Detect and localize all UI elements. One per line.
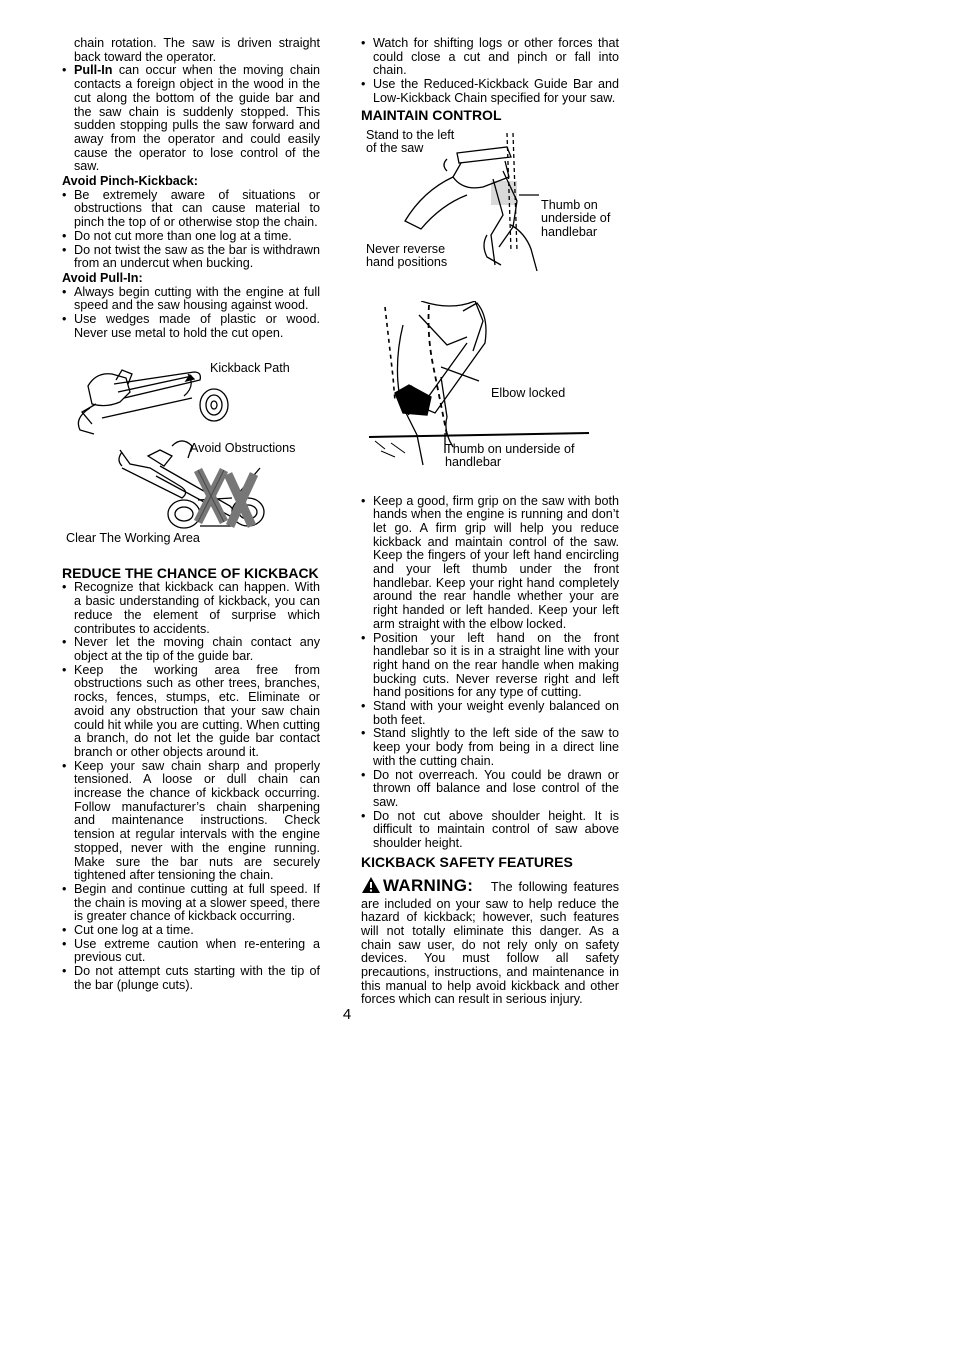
maintain-control-heading: MAINTAIN CONTROL [361, 106, 502, 123]
kickback-path-label: Kickback Path [210, 361, 290, 376]
list-item: • Do not attempt cuts starting with the tip of the bar (plunge cuts). [62, 965, 320, 992]
list-item: • Always begin cutting with the engine at full speed and the saw housing against wood. [62, 286, 320, 313]
pullin-term: Pull-In [74, 63, 113, 78]
warning-label: WARNING: [383, 875, 474, 895]
list-item: • Do not overreach. You could be drawn or thrown off balance and lose control of the saw. [361, 769, 619, 810]
list-item: • Keep a good, firm grip on the saw with both hands when the engine is running and don’t let go. A firm grip will help you reduce kickback and maintain control of the saw. Keep the fingers of your left hand encircling and your left thumb under the front handlebar. Keep your right hand completely around the rear handle whether your are right handed or left handed. Keep your left arm straight with the elbow locked. [361, 495, 619, 632]
thumb-underside-label-2: Thumb on underside of handlebar [445, 441, 575, 470]
top-list [361, 37, 619, 106]
list-item: • Recognize that kickback can happen. With a basic understanding of kickback, you can reduce the element of surprise which contributes to accidents. [62, 581, 320, 636]
page-number: 4 [342, 1006, 352, 1023]
grip-figure [361, 123, 619, 291]
list-item: • Do not cut more than one log at a time. [62, 230, 320, 244]
list-item: • Keep your saw chain sharp and properly tensioned. A loose or dull chain can increase the chance of kickback occurring. Follow manufacturer’s chain sharpening and maintenance instructions. Check tension at regular intervals with the engine stopped, never with the engine running. Make sure the bar nuts are securely tightened after tensioning the chain. [62, 760, 320, 883]
list-item: • Use extreme caution when re-entering a previous cut. [62, 938, 320, 965]
list-item: • Do not cut above shoulder height. It is difficult to maintain control of saw above shoulder height. [361, 810, 619, 851]
list-item: • Stand slightly to the left side of the saw to keep your body from being in a direct line with the cutting chain. [361, 727, 619, 768]
avoid-obstructions-label: Avoid Obstructions [190, 441, 296, 456]
thumb-underside-label: Thumb on underside of handlebar [541, 197, 611, 239]
avoid-pinch-heading: Avoid Pinch-Kickback: [62, 174, 198, 189]
avoid-pullin-list [62, 286, 320, 341]
reduce-kickback-heading: REDUCE THE CHANCE OF KICKBACK [62, 565, 319, 582]
list-item: • Watch for shifting logs or other forces that could close a cut and pinch or fall into chain. [361, 37, 619, 78]
list-item: • Cut one log at a time. [62, 924, 320, 938]
avoid-pullin-heading: Avoid Pull-In: [62, 270, 143, 285]
list-item: • Use wedges made of plastic or wood. Never use metal to hold the cut open. [62, 313, 320, 340]
left-column [62, 37, 320, 993]
maintain-list [361, 495, 619, 851]
kickback-figure [62, 348, 320, 566]
list-item: • Be extremely aware of situations or obstructions that can cause material to pinch the top of or otherwise stop the chain. [62, 189, 320, 230]
list-item: • Begin and continue cutting at full speed. If the chain is moving at a slower speed, there is greater chance of kickback occurring. [62, 883, 320, 924]
right-column [361, 37, 619, 1007]
kickback-safety-heading: KICKBACK SAFETY FEATURES [361, 853, 573, 870]
list-item: • Position your left hand on the front handlebar so it is in a straight line with your right hand on the rear handle when making bucking cuts. Never reverse right and left hand positions for any type of cutting. [361, 632, 619, 701]
pullin-list [62, 64, 320, 174]
list-item: • Use the Reduced-Kickback Guide Bar and Low-Kickback Chain specified for your saw. [361, 78, 619, 105]
pullin-item [62, 64, 320, 174]
list-item: • Keep the working area free from obstructions such as other trees, branches, rocks, fences, stumps, etc. Eliminate or avoid any obstruction that your saw chain could hit while you are cutting. When cutting a branch, do not let the guide bar contact branch or other objects around it. [62, 664, 320, 760]
elbow-figure [361, 301, 619, 485]
stand-left-label: Stand to the left of the saw [366, 127, 455, 156]
reduce-list [62, 581, 320, 992]
pullin-text: can occur when the moving chain contacts a foreign object in the wood in the cut along the bottom of the guide bar and the saw chain is suddenly stopped. This sudden stopping pulls the saw forward and away from the operator and could easily cause the operator to lose control of the saw. [74, 63, 321, 174]
warning-paragraph [361, 876, 619, 1007]
list-item: • Do not twist the saw as the bar is withdrawn from an undercut when bucking. [62, 244, 320, 271]
never-reverse-label: Never reverse hand positions [366, 241, 448, 270]
elbow-locked-label: Elbow locked [491, 385, 566, 400]
warning-text: The following features are included on your saw to help reduce the hazard of kickback; however, such features will not totally eliminate this danger. As a chain saw user, do not rely only on safety devices. You must follow all safety precautions, instructions, and maintenance in this manual to help avoid kickback and other forces which can result in serious injury. [361, 879, 619, 1007]
list-item: • Stand with your weight evenly balanced on both feet. [361, 700, 619, 727]
warning-triangle-icon [361, 876, 381, 898]
list-item: • Never let the moving chain contact any object at the tip of the guide bar. [62, 636, 320, 663]
intro-paragraph: chain rotation. The saw is driven straight back toward the operator. [74, 36, 320, 64]
clear-area-label: Clear The Working Area [66, 531, 200, 546]
avoid-pinch-list [62, 189, 320, 271]
